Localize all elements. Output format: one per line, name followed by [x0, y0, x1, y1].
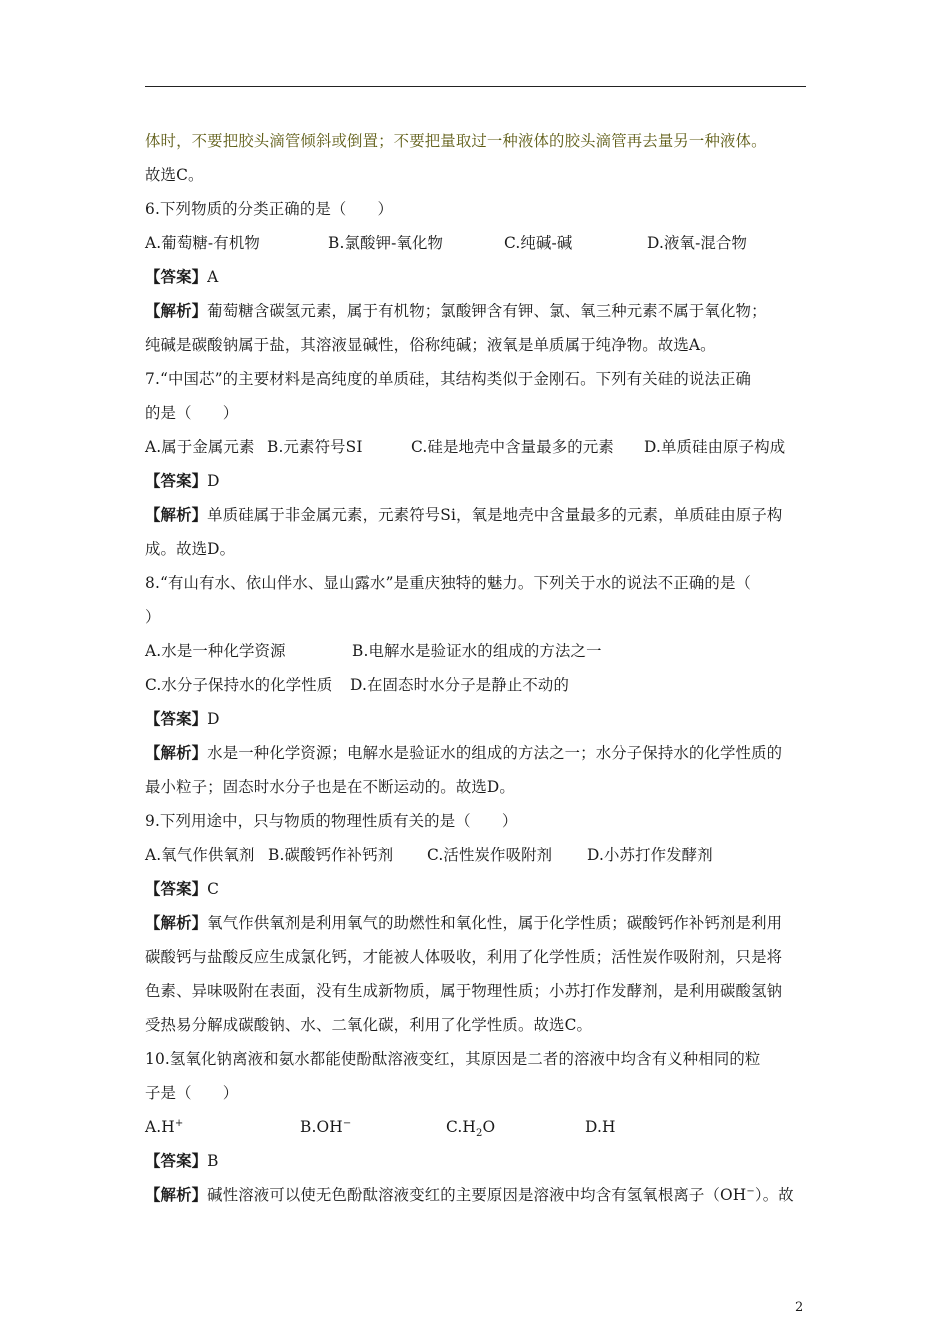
header-rule — [145, 86, 806, 87]
answer-label: 【答案】 — [145, 710, 208, 728]
q7-option-d: D.单质硅由原子构成 — [644, 438, 786, 456]
q9-analysis-line-3: 色素、异味吸附在表面，没有生成新物质，属于物理性质；小苏打作发酵剂，是利用碳酸氢钠 — [145, 982, 783, 1000]
q10-stem-line-1: 10.氢氧化钠离液和氨水都能使酚酞溶液变红，其原因是二者的溶液中均含有义种相同的粒 — [145, 1050, 761, 1068]
page-number: 2 — [795, 1300, 804, 1315]
q10-option-d: D.H — [585, 1118, 616, 1136]
q7-analysis-line-2: 成。故选D。 — [145, 540, 236, 558]
q10-option-b: B.OH− — [300, 1117, 352, 1136]
q9-analysis-line-1: 【解析】氧气作供氧剂是利用氧气的助燃性和氧化性，属于化学性质；碳酸钙作补钙剂是利用 — [145, 914, 783, 932]
analysis-label: 【解析】 — [145, 1186, 208, 1204]
q8-option-d: D.在固态时水分子是静止不动的 — [350, 676, 570, 694]
q9-options — [145, 845, 825, 865]
q8-stem-line-2: ） — [145, 608, 161, 626]
q9-analysis-line-4: 受热易分解成碳酸钠、水、二氧化碳，利用了化学性质。故选C。 — [145, 1016, 593, 1034]
q8-stem-line-1: 8.“有山有水、依山伴水、显山露水”是重庆独特的魅力。下列关于水的说法不正确的是（ — [145, 574, 752, 592]
intro-continued-line: 体时，不要把胶头滴管倾斜或倒置；不要把量取过一种液体的胶头滴管再去量另一种液体。 — [145, 132, 767, 150]
q7-stem-line-2: 的是（ ） — [145, 404, 239, 422]
q9-option-a: A.氧气作供氧剂 — [145, 846, 255, 864]
q9-option-b: B.碳酸钙作补钙剂 — [268, 846, 394, 864]
q10-option-a: A.H+ — [145, 1117, 184, 1136]
q7-option-b: B.元素符号SI — [267, 438, 363, 456]
q8-options-row-2 — [145, 675, 825, 695]
q10-answer-line — [145, 1151, 825, 1171]
q6-option-b: B.氯酸钾-氧化物 — [328, 234, 444, 252]
q8-option-c: C.水分子保持水的化学性质 — [145, 676, 333, 694]
analysis-label: 【解析】 — [145, 302, 208, 320]
answer-label: 【答案】 — [145, 472, 208, 490]
q10-analysis-line-1: 【解析】碱性溶液可以使无色酚酞溶液变红的主要原因是溶液中均含有氢氧根离子（OH−）。故 — [145, 1185, 794, 1204]
q6-analysis-line-2: 纯碱是碳酸钠属于盐，其溶液显碱性，俗称纯碱；液氧是单质属于纯净物。故选A。 — [145, 336, 716, 354]
q6-option-c: C.纯碱-碱 — [504, 234, 573, 252]
analysis-label: 【解析】 — [145, 914, 208, 932]
q6-option-a: A.葡萄糖-有机物 — [145, 234, 260, 252]
q10-stem-line-2: 子是（ ） — [145, 1084, 239, 1102]
q8-option-a: A.水是一种化学资源 — [145, 642, 286, 660]
q7-options — [145, 437, 825, 457]
q9-option-c: C.活性炭作吸附剂 — [427, 846, 553, 864]
q6-options — [145, 233, 825, 253]
q9-analysis-line-2: 碳酸钙与盐酸反应生成氯化钙，才能被人体吸收，利用了化学性质；活性炭作吸附剂，只是将 — [145, 948, 783, 966]
analysis-label: 【解析】 — [145, 506, 208, 524]
q6-answer: A — [207, 268, 219, 286]
q8-options-row-1 — [145, 641, 825, 661]
intro-conclusion: 故选C。 — [145, 166, 204, 184]
q6-analysis-line-1: 【解析】葡萄糖含碳氢元素，属于有机物；氯酸钾含有钾、氯、氧三种元素不属于氧化物； — [145, 302, 767, 320]
q8-answer: D — [207, 710, 220, 728]
q10-options — [145, 1117, 825, 1140]
q10-answer: B — [207, 1152, 219, 1170]
q8-answer-line — [145, 709, 825, 729]
q7-answer: D — [207, 472, 220, 490]
q6-answer-line — [145, 267, 825, 287]
q8-option-b: B.电解水是验证水的组成的方法之一 — [352, 642, 602, 660]
analysis-label: 【解析】 — [145, 744, 208, 762]
q6-option-d: D.液氧-混合物 — [647, 234, 748, 252]
q9-answer-line — [145, 879, 825, 899]
q10-option-c: $C.H_2O$ — [446, 1118, 496, 1140]
q9-stem: 9.下列用途中，只与物质的物理性质有关的是（ ） — [145, 812, 518, 830]
q9-option-d: D.小苏打作发酵剂 — [587, 846, 713, 864]
q8-analysis-line-1: 【解析】水是一种化学资源；电解水是验证水的组成的方法之一；水分子保持水的化学性质的 — [145, 744, 783, 762]
q6-stem: 6.下列物质的分类正确的是（ ） — [145, 200, 394, 218]
q8-analysis-line-2: 最小粒子；固态时水分子也是在不断运动的。故选D。 — [145, 778, 515, 796]
q7-analysis-line-1: 【解析】单质硅属于非金属元素，元素符号Si，氧是地壳中含量最多的元素，单质硅由原子构 — [145, 506, 783, 524]
q9-answer: C — [207, 880, 220, 898]
q7-answer-line — [145, 471, 825, 491]
answer-label: 【答案】 — [145, 880, 208, 898]
q7-option-c: C.硅是地壳中含量最多的元素 — [411, 438, 614, 456]
q7-option-a: A.属于金属元素 — [145, 438, 255, 456]
answer-label: 【答案】 — [145, 268, 208, 286]
answer-label: 【答案】 — [145, 1152, 208, 1170]
q7-stem-line-1: 7.“中国芯”的主要材料是高纯度的单质硅，其结构类似于金刚石。下列有关硅的说法正确 — [145, 370, 752, 388]
